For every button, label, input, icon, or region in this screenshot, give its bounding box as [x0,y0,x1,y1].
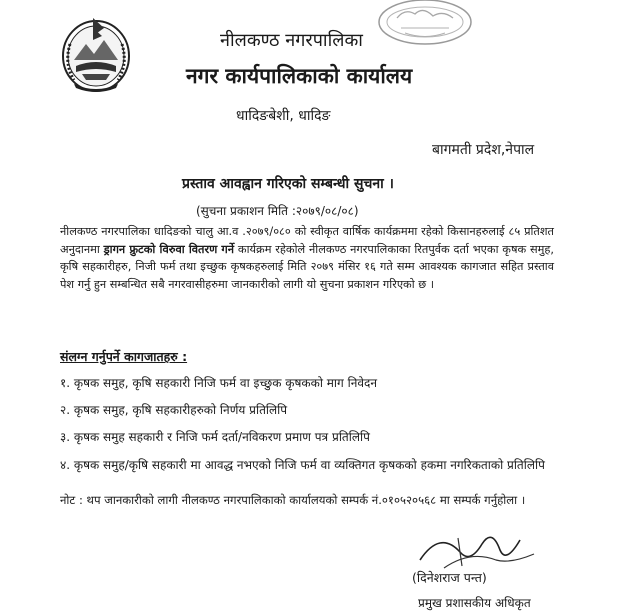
attachment-item: ३. कृषक समुह सहकारी र निजि फर्म दर्ता/नविकरण प्रमाण पत्र प्रतिलिपि [60,430,370,444]
office-name: नगर कार्यपालिकाको कार्यालय [186,64,413,88]
notice-body-start: नीलकण्ठ नगरपालिका धादिङको चालु आ.व .२०७९/०८० को स्वीकृत वार्षिक कार्यक्रममा रहेको किसानहरुलाई ८५ प्रतिशत अनुदानमा [60,225,554,256]
signatory-name: (दिनेशराज पन्त) [412,570,487,585]
attachment-item: ४. कृषक समुह/कृषि सहकारी मा आवद्ध नभएको निजि फर्म वा व्यक्तिगत कृषकको हकमा नगरिकताको प्रतिलिपि [60,458,545,472]
notice-body-highlight: ड्रागन फ्रुटको विरुवा वितरण गर्ने [103,242,235,256]
attachment-item: १. कृषक समुह, कृषि सहकारी निजि फर्म वा इच्छुक कृषकको माग निवेदन [60,376,378,390]
office-address: धादिङबेशी, धादिङ [236,108,331,124]
municipality-name: नीलकण्ठ नगरपालिका [220,30,363,51]
publication-date: (सुचना प्रकाशन मिति :२०७९/०८/०८) [196,204,359,218]
contact-note: नोट : थप जानकारीको लागी नीलकण्ठ नगरपालिकाको कार्यालयको सम्पर्क नं.०१०५२०५६८ मा सम्पर्क गर्नुहोला । [60,493,526,507]
nepal-emblem-icon [60,14,132,94]
notice-body [60,223,554,293]
notice-subject: प्रस्ताव आवह्वान गरिएको सम्बन्धी सुचना । [182,176,394,192]
province-country: बागमती प्रदेश,नेपाल [432,142,535,158]
signatory-designation: प्रमुख प्रशासकीय अधिकृत [418,596,531,610]
notice-body-end: कार्यक्रम रहेकोले नीलकण्ठ नगरपालिकाका रितपुर्वक दर्ता भएका कृषक समुह, कृषि सहकारीहरु, निजी फर्म तथा इच्छुक कृषकहरुलाई मिति २०७९ मंसिर १६ गते सम्म आवश्यक कागजात सहित प्रस्ताव पेश गर्नु हुन सम्बन्धित सबै नगरवासीहरुमा जानकारीको लागी यो सुचना प्रकाशन गरिएको छ । [60,242,554,291]
attachment-item: २. कृषक समुह, कृषि सहकारीहरुको निर्णय प्रतिलिपि [60,403,288,417]
attachments-heading: संलग्न गर्नुपर्ने कागजातहरु : [60,349,188,364]
official-stamp-icon [375,0,475,48]
